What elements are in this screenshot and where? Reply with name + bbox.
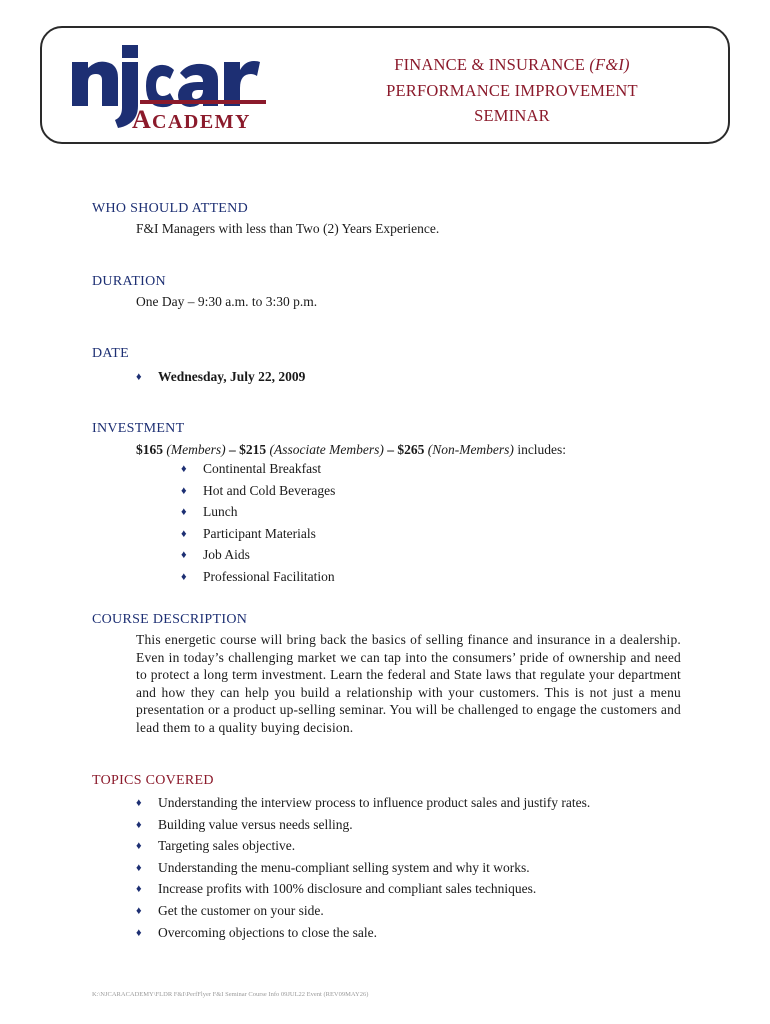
diamond-bullet-icon: ♦	[136, 840, 142, 853]
list-item: ♦ Understanding the menu-compliant selling system and why it works.	[136, 858, 590, 880]
list-item: ♦ Building value versus needs selling.	[136, 815, 590, 837]
diamond-bullet-icon: ♦	[181, 463, 187, 475]
label-associate: (Associate Members)	[269, 442, 384, 457]
duration-text: One Day – 9:30 a.m. to 3:30 p.m.	[136, 294, 318, 309]
date-heading: DATE	[92, 346, 129, 361]
diamond-bullet-icon: ♦	[136, 883, 142, 896]
course-description-text: This energetic course will bring back the basics of selling finance and insurance in a dealership. Even in today’s challenging market we can tap into the consumers’ pride of ownership and need to protect a long term investment. Learn the federal and State laws that regulate your department and how they can help you build a relationship with your customers. This is not just a menu presentation or a product up-selling seminar. You will be challenged to engage the customers and lead them to a quality buying decision.	[136, 632, 681, 735]
title-line-2: PERFORMANCE IMPROVEMENT	[386, 80, 638, 100]
who-should-attend-text: F&I Managers with less than Two (2) Years Experience.	[136, 221, 440, 236]
who-should-attend-heading: WHO SHOULD ATTEND	[92, 201, 248, 216]
date-item	[136, 367, 305, 389]
list-item: ♦ Lunch	[181, 502, 335, 524]
svg-text:CADEMY: CADEMY	[152, 111, 251, 132]
diamond-bullet-icon: ♦	[136, 904, 142, 917]
header-box	[40, 26, 730, 144]
price-members: $165	[136, 442, 163, 457]
diamond-bullet-icon: ♦	[136, 818, 142, 831]
diamond-bullet-icon: ♦	[181, 484, 187, 497]
footer-file-path: K:\NJCARACADEMY\FLDR F&I\PerfFlyer F&I Seminar Course Info 09JUL22 Event (REV09MAY26)	[92, 991, 369, 998]
title-line-1: FINANCE & INSURANCE (F&I)	[394, 55, 630, 74]
list-item: ♦ Job Aids	[181, 545, 335, 567]
investment-heading: INVESTMENT	[92, 421, 185, 436]
label-non-members: (Non-Members)	[427, 442, 514, 457]
list-item: ♦ Increase profits with 100% disclosure and compliant sales techniques.	[136, 879, 590, 901]
topics-list	[136, 793, 590, 944]
duration-heading: DURATION	[92, 274, 166, 289]
diamond-bullet-icon: ♦	[136, 926, 142, 939]
course-description-heading: COURSE DESCRIPTION	[92, 612, 248, 627]
diamond-bullet-icon: ♦	[181, 527, 187, 540]
list-item: ♦ Get the customer on your side.	[136, 901, 590, 923]
topics-covered-heading: TOPICS COVERED	[92, 773, 214, 788]
diamond-bullet-icon: ♦	[136, 371, 142, 383]
diamond-bullet-icon: ♦	[181, 549, 187, 562]
date-text: Wednesday, July 22, 2009	[158, 369, 306, 384]
list-item: ♦ Professional Facilitation	[181, 567, 335, 589]
nj-car-academy-logo	[70, 42, 270, 132]
diamond-bullet-icon: ♦	[181, 570, 187, 583]
diamond-bullet-icon: ♦	[136, 861, 142, 874]
investment-includes-list	[181, 459, 335, 589]
list-item: ♦ Targeting sales objective.	[136, 836, 590, 858]
list-item: ♦ Participant Materials	[181, 524, 335, 546]
seminar-title	[342, 52, 682, 129]
price-associate: $215	[239, 442, 267, 457]
title-line-3: SEMINAR	[474, 106, 550, 125]
logo-graphic	[70, 42, 270, 132]
diamond-bullet-icon: ♦	[136, 797, 142, 809]
list-item: ♦ Understanding the interview process to influence product sales and justify rates.	[136, 793, 590, 815]
svg-text:A: A	[132, 105, 152, 132]
list-item: ♦ Continental Breakfast	[181, 459, 335, 481]
list-item: ♦ Overcoming objections to close the sale.	[136, 923, 590, 945]
diamond-bullet-icon: ♦	[181, 506, 187, 519]
label-members: (Members)	[166, 442, 226, 457]
investment-prices: $165 (Members) – $215 (Associate Members) – $265 (Non-Members) includes:	[136, 442, 567, 457]
price-non-members: $265	[397, 442, 425, 457]
list-item: ♦ Hot and Cold Beverages	[181, 481, 335, 503]
